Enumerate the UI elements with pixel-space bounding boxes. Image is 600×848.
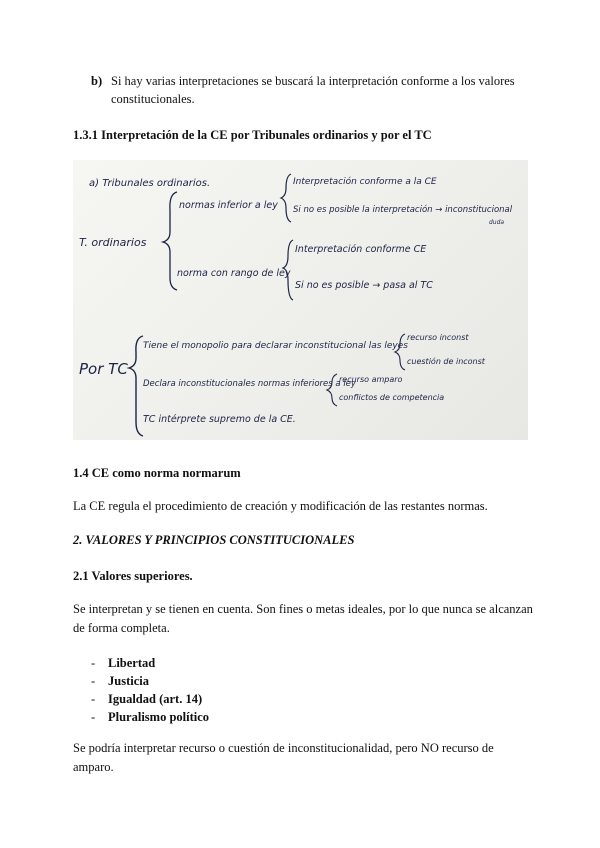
list-marker: b) — [91, 74, 103, 88]
list-dash: - — [91, 692, 96, 706]
values-list — [91, 654, 209, 726]
hw-tc3: TC intérprete supremo de la CE. — [143, 414, 296, 425]
handwritten-notes-photo — [73, 160, 528, 440]
list-item — [91, 690, 209, 708]
section-heading-2-1: 2.1 Valores superiores. — [73, 569, 193, 583]
hw-b2-sub1: Interpretación conforme CE — [295, 244, 427, 255]
hw-b2-sub2: Si no es posible → pasa al TC — [295, 280, 433, 291]
hw-tc2: Declara inconstitucionales normas inferiores a ley — [143, 379, 356, 389]
hw-b1-sub1: Interpretación conforme a la CE — [293, 177, 437, 187]
list-item — [91, 654, 209, 672]
hw-brace-tc1 — [395, 334, 405, 370]
value-igualdad: Igualdad (art. 14) — [108, 692, 203, 706]
hw-brace-tc — [129, 336, 143, 436]
hw-branch1: normas inferior a ley — [179, 200, 278, 211]
hw-b1-sub2: Si no es posible la interpretación → inconstitucional — [293, 205, 513, 215]
paragraph-valores: Se interpretan y se tienen en cuenta. Son fines o metas ideales, por lo que nunca se alcanzan de forma completa. — [73, 602, 533, 635]
hw-title: a) Tribunales ordinarios. — [89, 178, 211, 189]
list-dash: - — [91, 674, 96, 688]
hw-tc2-sub1: recurso amparo — [339, 375, 403, 384]
hw-b1-sub2-small: duda — [489, 219, 505, 226]
hw-tc2-sub2: conflictos de competencia — [339, 393, 445, 402]
handwritten-notes-drawing — [73, 160, 528, 440]
hw-brace-1 — [163, 192, 177, 290]
list-dash: - — [91, 710, 96, 724]
paragraph-norma-normarum: La CE regula el procedimiento de creación y modificación de las restantes normas. — [73, 499, 488, 513]
list-item — [91, 672, 209, 690]
value-libertad: Libertad — [108, 656, 156, 670]
hw-tc1-sub2: cuestión de inconst — [407, 357, 485, 366]
hw-t-ordinarios: T. ordinarios — [79, 236, 147, 249]
section-heading-1-3-1: 1.3.1 Interpretación de la CE por Tribunales ordinarios y por el TC — [73, 128, 432, 142]
hw-por-tc: Por TC — [79, 360, 128, 378]
section-heading-2: 2. VALORES Y PRINCIPIOS CONSTITUCIONALES — [73, 533, 355, 547]
section-heading-1-4: 1.4 CE como norma normarum — [73, 466, 241, 480]
hw-brace-2 — [281, 174, 291, 222]
list-item — [91, 708, 209, 726]
hw-branch2: norma con rango de ley — [177, 268, 291, 279]
hw-tc1: Tiene el monopolio para declarar inconstitucional las leyes — [143, 341, 408, 351]
list-item-b — [91, 72, 521, 108]
list-dash: - — [91, 656, 96, 670]
paragraph-closing: Se podría interpretar recurso o cuestión de inconstitucionalidad, pero NO recurso de amparo. — [73, 741, 494, 774]
hw-tc1-sub1: recurso inconst — [407, 333, 469, 342]
value-justicia: Justicia — [108, 674, 149, 688]
value-pluralismo: Pluralismo político — [108, 710, 210, 724]
list-item-text: Si hay varias interpretaciones se buscará la interpretación conforme a los valores constitucionales. — [111, 74, 515, 106]
